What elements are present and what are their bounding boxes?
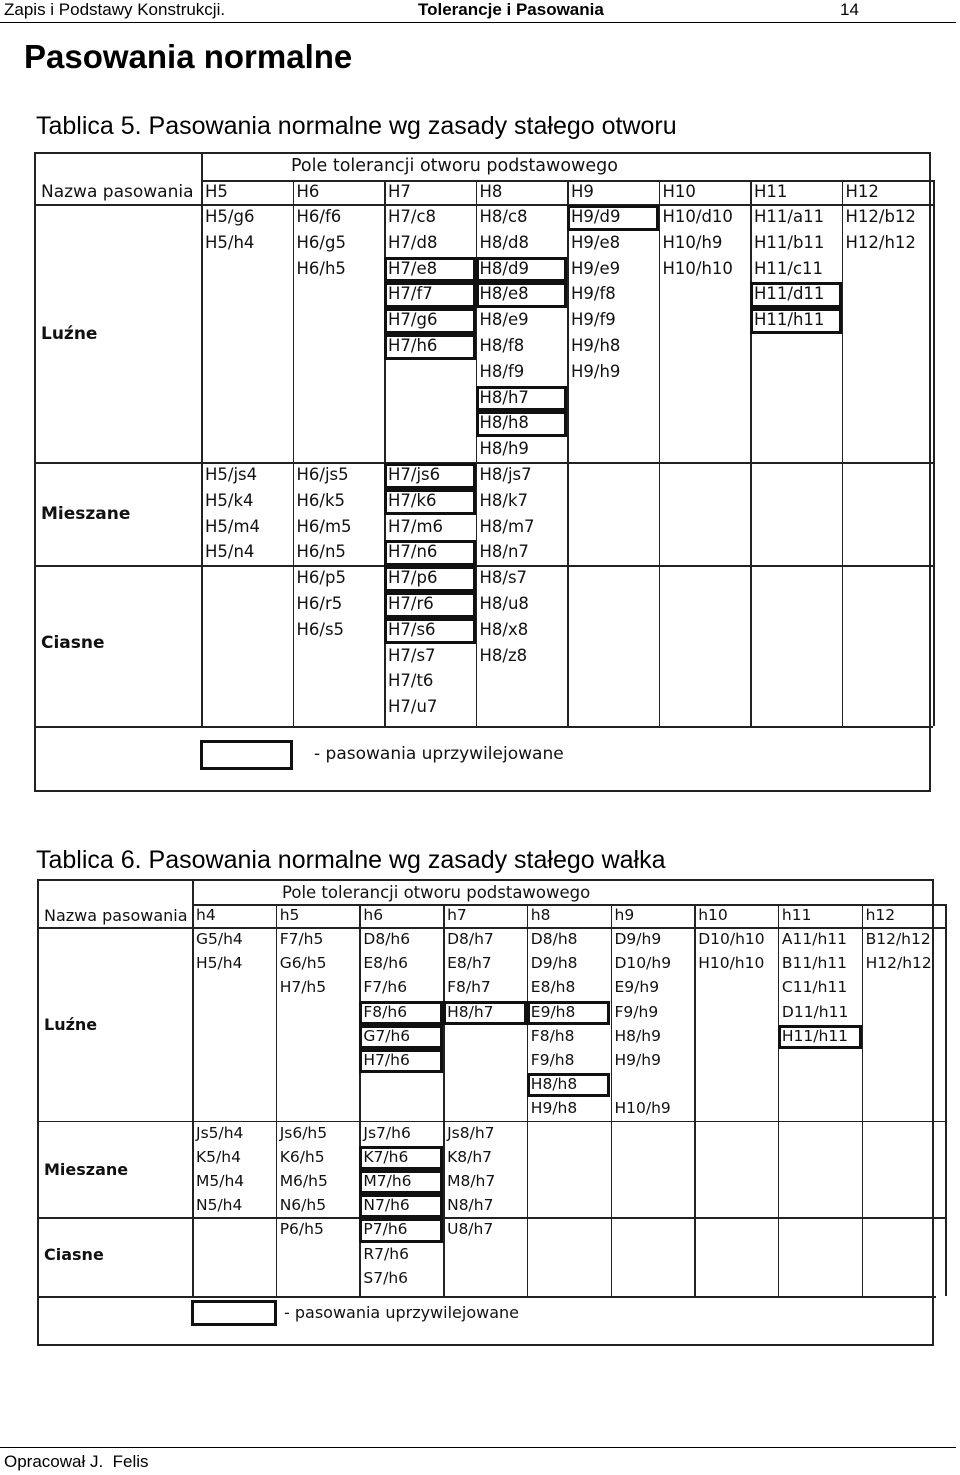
fit-cell: D8/h6 (363, 930, 411, 948)
table-bottom-divider (36, 726, 933, 728)
fit-cell: E9/h9 (614, 978, 660, 997)
fit-cell: K7/h6 (363, 1147, 409, 1166)
fit-cell: M7/h6 (363, 1172, 412, 1190)
fit-cell: H7/c8 (388, 207, 437, 226)
table-6-caption: Tablica 6. Pasowania normalne wg zasady stałego wałka (36, 846, 666, 874)
fit-cell: H6/g5 (296, 232, 346, 252)
fit-cell: H7/p6 (388, 568, 438, 588)
fit-cell: H8/h7 (447, 1002, 494, 1021)
fit-cell: H7/s6 (388, 619, 436, 639)
fit-cell: D8/h7 (447, 930, 494, 948)
fit-cell: G7/h6 (363, 1026, 411, 1045)
column-header-h4: h4 (196, 906, 216, 924)
preferred-fit-frame (476, 282, 568, 308)
fit-cell: Js8/h7 (447, 1123, 495, 1142)
group-divider (39, 1121, 945, 1123)
name-header: Nazwa pasowania (41, 182, 194, 202)
preferred-fit-frame (527, 1001, 611, 1025)
fit-cell: H6/k5 (296, 490, 346, 510)
fit-cell: H10/h9 (614, 1099, 671, 1118)
name-header: Nazwa pasowania (44, 906, 188, 925)
column-divider (945, 904, 947, 1296)
column-divider (293, 180, 295, 726)
fit-cell: H8/z8 (479, 645, 528, 665)
fit-cell: P6/h5 (279, 1220, 324, 1239)
fit-cell: D9/h9 (614, 930, 662, 948)
fit-cell: M8/h7 (447, 1172, 496, 1190)
fit-cell: H12/h12 (845, 232, 916, 252)
preferred-fit-frame (384, 618, 476, 644)
fit-cell: H8/d9 (479, 258, 529, 278)
fit-cell: F9/h8 (530, 1051, 575, 1069)
fit-cell: H5/h4 (196, 954, 243, 973)
fit-cell: H6/n5 (296, 542, 346, 562)
column-divider (276, 904, 278, 1296)
fit-cell: H6/p5 (296, 568, 346, 588)
fit-cell: E9/h8 (530, 1002, 576, 1021)
column-header-H12: H12 (845, 182, 879, 201)
fit-cell: N7/h6 (363, 1196, 410, 1215)
column-divider (527, 904, 529, 1296)
fit-cell: H8/f9 (479, 361, 525, 381)
fit-cell: H11/b11 (754, 232, 825, 252)
fit-cell: H9/e8 (571, 232, 621, 252)
fit-cell: F9/h9 (614, 1002, 659, 1021)
column-divider (933, 180, 935, 726)
fit-cell: H8/f8 (479, 336, 525, 355)
preferred-fit-frame (476, 411, 568, 437)
fit-cell: H7/u7 (388, 697, 438, 717)
column-header-h7: h7 (447, 906, 467, 924)
preferred-fit-frame (359, 1194, 443, 1218)
fit-cell: B11/h11 (781, 954, 848, 973)
fit-cell: H6/js5 (296, 465, 349, 484)
group-divider (36, 462, 933, 464)
column-header-H7: H7 (388, 182, 411, 201)
fit-cell: F8/h6 (363, 1002, 408, 1021)
legend-text: - pasowania uprzywilejowane (284, 1303, 519, 1322)
fit-cell: H8/d8 (479, 232, 529, 252)
fit-cell: D10/h9 (614, 954, 672, 973)
group-label: Ciasne (41, 633, 105, 654)
fit-cell: H10/h10 (698, 954, 765, 973)
fit-cell: H7/t6 (388, 671, 434, 691)
column-divider (611, 904, 613, 1296)
fit-cell: D8/h8 (530, 930, 578, 948)
preferred-fit-frame (527, 1073, 611, 1097)
fit-cell: H8/s7 (479, 568, 528, 588)
fit-cell: K5/h4 (196, 1147, 241, 1166)
preferred-fit-frame (359, 1218, 443, 1242)
fit-cell: M5/h4 (196, 1172, 245, 1190)
fit-cell: H7/k6 (388, 490, 437, 510)
column-header-H11: H11 (754, 182, 788, 201)
fit-cell: H6/f6 (296, 207, 342, 226)
fit-cell: N8/h7 (447, 1196, 494, 1215)
preferred-fit-frame (384, 540, 476, 566)
preferred-fit-frame (750, 308, 842, 334)
fit-cell: H7/h6 (363, 1051, 410, 1069)
column-header-H8: H8 (479, 182, 503, 201)
column-header-h5: h5 (279, 906, 300, 924)
fit-cell: H5/n4 (205, 542, 255, 562)
column-header-h12: h12 (865, 906, 896, 924)
fit-cell: Js5/h4 (196, 1123, 244, 1142)
fit-cell: H5/g6 (205, 207, 255, 226)
column-header-h11: h11 (781, 906, 812, 924)
preferred-fit-frame (359, 1025, 443, 1049)
fit-cell: H7/h6 (388, 336, 438, 355)
fit-cell: S7/h6 (363, 1268, 408, 1287)
fit-cell: H7/n6 (388, 542, 438, 562)
preferred-fit-frame (567, 205, 659, 231)
column-header-h9: h9 (614, 906, 635, 924)
column-divider (192, 881, 194, 1296)
fit-cell: H9/f9 (571, 310, 616, 330)
fit-cell: H7/js6 (388, 465, 441, 484)
preferred-fit-frame (384, 308, 476, 334)
fit-cell: H10/h9 (662, 232, 723, 252)
fit-cell: H8/k7 (479, 490, 529, 510)
column-header-h10: h10 (698, 906, 728, 924)
fit-cell: G6/h5 (279, 954, 327, 973)
preferred-fit-frame (384, 463, 476, 489)
fit-cell: H9/f8 (571, 284, 616, 304)
group-label: Luźne (44, 1014, 98, 1034)
preferred-fit-frame (359, 1049, 443, 1073)
fit-cell: H7/f7 (388, 284, 433, 304)
group-divider (39, 1217, 945, 1219)
preferred-fit-frame (359, 1146, 443, 1170)
preferred-fit-frame (384, 566, 476, 592)
group-divider (36, 565, 933, 567)
fit-cell: H8/e8 (479, 284, 529, 304)
table-5-hole-basis-fits (34, 152, 931, 792)
page-header (0, 0, 956, 23)
fit-cell: H12/h12 (865, 954, 932, 973)
fit-cell: H8/c8 (479, 207, 528, 226)
fit-cell: E8/h8 (530, 978, 576, 997)
fit-cell: H5/k4 (205, 490, 254, 510)
legend-sample-frame (191, 1300, 277, 1326)
fit-cell: H8/h7 (479, 387, 529, 407)
preferred-fit-frame (384, 282, 476, 308)
column-divider (201, 154, 203, 726)
preferred-fit-frame (443, 1001, 527, 1025)
fit-cell: H9/h8 (530, 1099, 578, 1118)
fit-cell: H7/d8 (388, 232, 438, 252)
header-divider (36, 204, 933, 206)
footer-author: Opracował J. Felis (4, 1452, 149, 1471)
fit-cell: C11/h11 (781, 978, 848, 997)
fit-cell: P7/h6 (363, 1220, 408, 1239)
header-divider (39, 927, 945, 929)
column-divider (862, 904, 864, 1296)
fit-cell: H9/e9 (571, 258, 621, 278)
preferred-fit-frame (750, 282, 842, 308)
fit-cell: F7/h5 (279, 930, 324, 948)
fit-cell: H6/m5 (296, 516, 352, 536)
fit-cell: H8/h8 (530, 1075, 578, 1094)
fit-cell: H11/h11 (781, 1026, 849, 1045)
column-header-h6: h6 (363, 906, 384, 924)
fit-cell: E8/h6 (363, 954, 408, 973)
fit-cell: A11/h11 (781, 930, 847, 948)
column-divider (694, 904, 696, 1296)
fit-cell: H11/c11 (754, 258, 824, 278)
header-chapter-title: Tolerancje i Pasowania (418, 0, 604, 19)
fit-cell: H5/js4 (205, 465, 258, 484)
column-divider (750, 180, 752, 726)
fit-cell: H7/h5 (279, 978, 327, 997)
column-divider (567, 180, 569, 726)
fit-cell: H7/r6 (388, 594, 434, 613)
fit-cell: F8/h7 (447, 978, 491, 997)
fit-cell: D9/h8 (530, 954, 578, 973)
column-header-H9: H9 (571, 182, 594, 201)
fit-cell: H7/g6 (388, 310, 438, 330)
fit-cell: K8/h7 (447, 1147, 493, 1166)
fit-cell: D10/h10 (698, 930, 765, 948)
group-label: Luźne (41, 323, 98, 344)
fit-cell: Js6/h5 (279, 1123, 328, 1142)
fit-cell: E8/h7 (447, 954, 492, 973)
field-header: Pole tolerancji otworu podstawowego (291, 156, 618, 176)
header-course-title: Zapis i Podstawy Konstrukcji. (4, 0, 226, 19)
fit-cell: H7/s7 (388, 645, 436, 665)
fit-cell: H7/e8 (388, 258, 438, 278)
fit-cell: H11/d11 (754, 284, 825, 304)
fit-cell: H8/e9 (479, 310, 529, 330)
fit-cell: D11/h11 (781, 1002, 849, 1021)
column-header-H5: H5 (205, 182, 228, 201)
fit-cell: H11/h11 (754, 310, 825, 330)
fit-cell: H8/js7 (479, 465, 532, 484)
column-divider (659, 180, 661, 726)
fit-cell: H8/u8 (479, 594, 529, 613)
fit-cell: Js7/h6 (363, 1123, 411, 1142)
fit-cell: H8/m7 (479, 516, 535, 536)
fit-cell: B12/h12 (865, 930, 931, 948)
column-header-H6: H6 (296, 182, 320, 201)
fit-cell: H9/h9 (571, 361, 621, 381)
fit-cell: H6/s5 (296, 619, 345, 639)
fit-cell: H5/m4 (205, 516, 261, 536)
preferred-fit-frame (359, 1001, 443, 1025)
table-bottom-divider (39, 1296, 936, 1298)
fit-cell: M6/h5 (279, 1172, 328, 1190)
group-label: Mieszane (41, 504, 131, 525)
group-label: Mieszane (44, 1160, 129, 1179)
legend-text: - pasowania uprzywilejowane (314, 744, 564, 764)
preferred-fit-frame (476, 257, 568, 283)
fit-cell: H7/m6 (388, 516, 444, 536)
field-header: Pole tolerancji otworu podstawowego (282, 883, 591, 902)
fit-cell: H9/d9 (571, 207, 621, 226)
column-divider (778, 904, 780, 1296)
fit-cell: H11/a11 (754, 207, 825, 226)
fit-cell: G5/h4 (196, 930, 243, 948)
fit-cell: H8/x8 (479, 619, 529, 639)
title-divider (192, 904, 945, 906)
group-label: Ciasne (44, 1244, 104, 1264)
table-6-shaft-basis-fits (37, 879, 934, 1346)
fit-cell: H8/n7 (479, 542, 529, 562)
page-number: 14 (840, 0, 859, 19)
preferred-fit-frame (384, 489, 476, 515)
preferred-fit-frame (778, 1025, 862, 1049)
fit-cell: F8/h8 (530, 1026, 575, 1045)
preferred-fit-frame (476, 386, 568, 412)
fit-cell: H8/h8 (479, 413, 529, 433)
column-header-h8: h8 (530, 906, 551, 924)
fit-cell: R7/h6 (363, 1244, 409, 1263)
fit-cell: H6/h5 (296, 258, 346, 278)
column-divider (443, 904, 445, 1296)
preferred-fit-frame (359, 1170, 443, 1194)
fit-cell: N6/h5 (279, 1196, 327, 1215)
preferred-fit-frame (384, 257, 476, 283)
fit-cell: F7/h6 (363, 978, 408, 997)
fit-cell: H9/h9 (614, 1051, 661, 1069)
fit-cell: H5/h4 (205, 232, 255, 252)
column-divider (842, 180, 844, 726)
fit-cell: H6/r5 (296, 594, 343, 613)
column-header-H10: H10 (662, 182, 696, 201)
fit-cell: N5/h4 (196, 1196, 243, 1215)
section-title: Pasowania normalne (24, 38, 353, 75)
preferred-fit-frame (384, 592, 476, 618)
fit-cell: H8/h9 (614, 1026, 661, 1045)
preferred-fit-frame (384, 334, 476, 360)
fit-cell: H8/h9 (479, 439, 529, 459)
fit-cell: H12/b12 (845, 207, 916, 226)
fit-cell: H10/h10 (662, 258, 733, 278)
fit-cell: H10/d10 (662, 207, 733, 226)
fit-cell: K6/h5 (279, 1147, 325, 1166)
fit-cell: U8/h7 (447, 1220, 494, 1239)
page-footer (0, 1447, 956, 1471)
legend-sample-frame (200, 740, 293, 770)
table-5-caption: Tablica 5. Pasowania normalne wg zasady stałego otworu (36, 112, 677, 140)
fit-cell: H9/h8 (571, 336, 621, 355)
